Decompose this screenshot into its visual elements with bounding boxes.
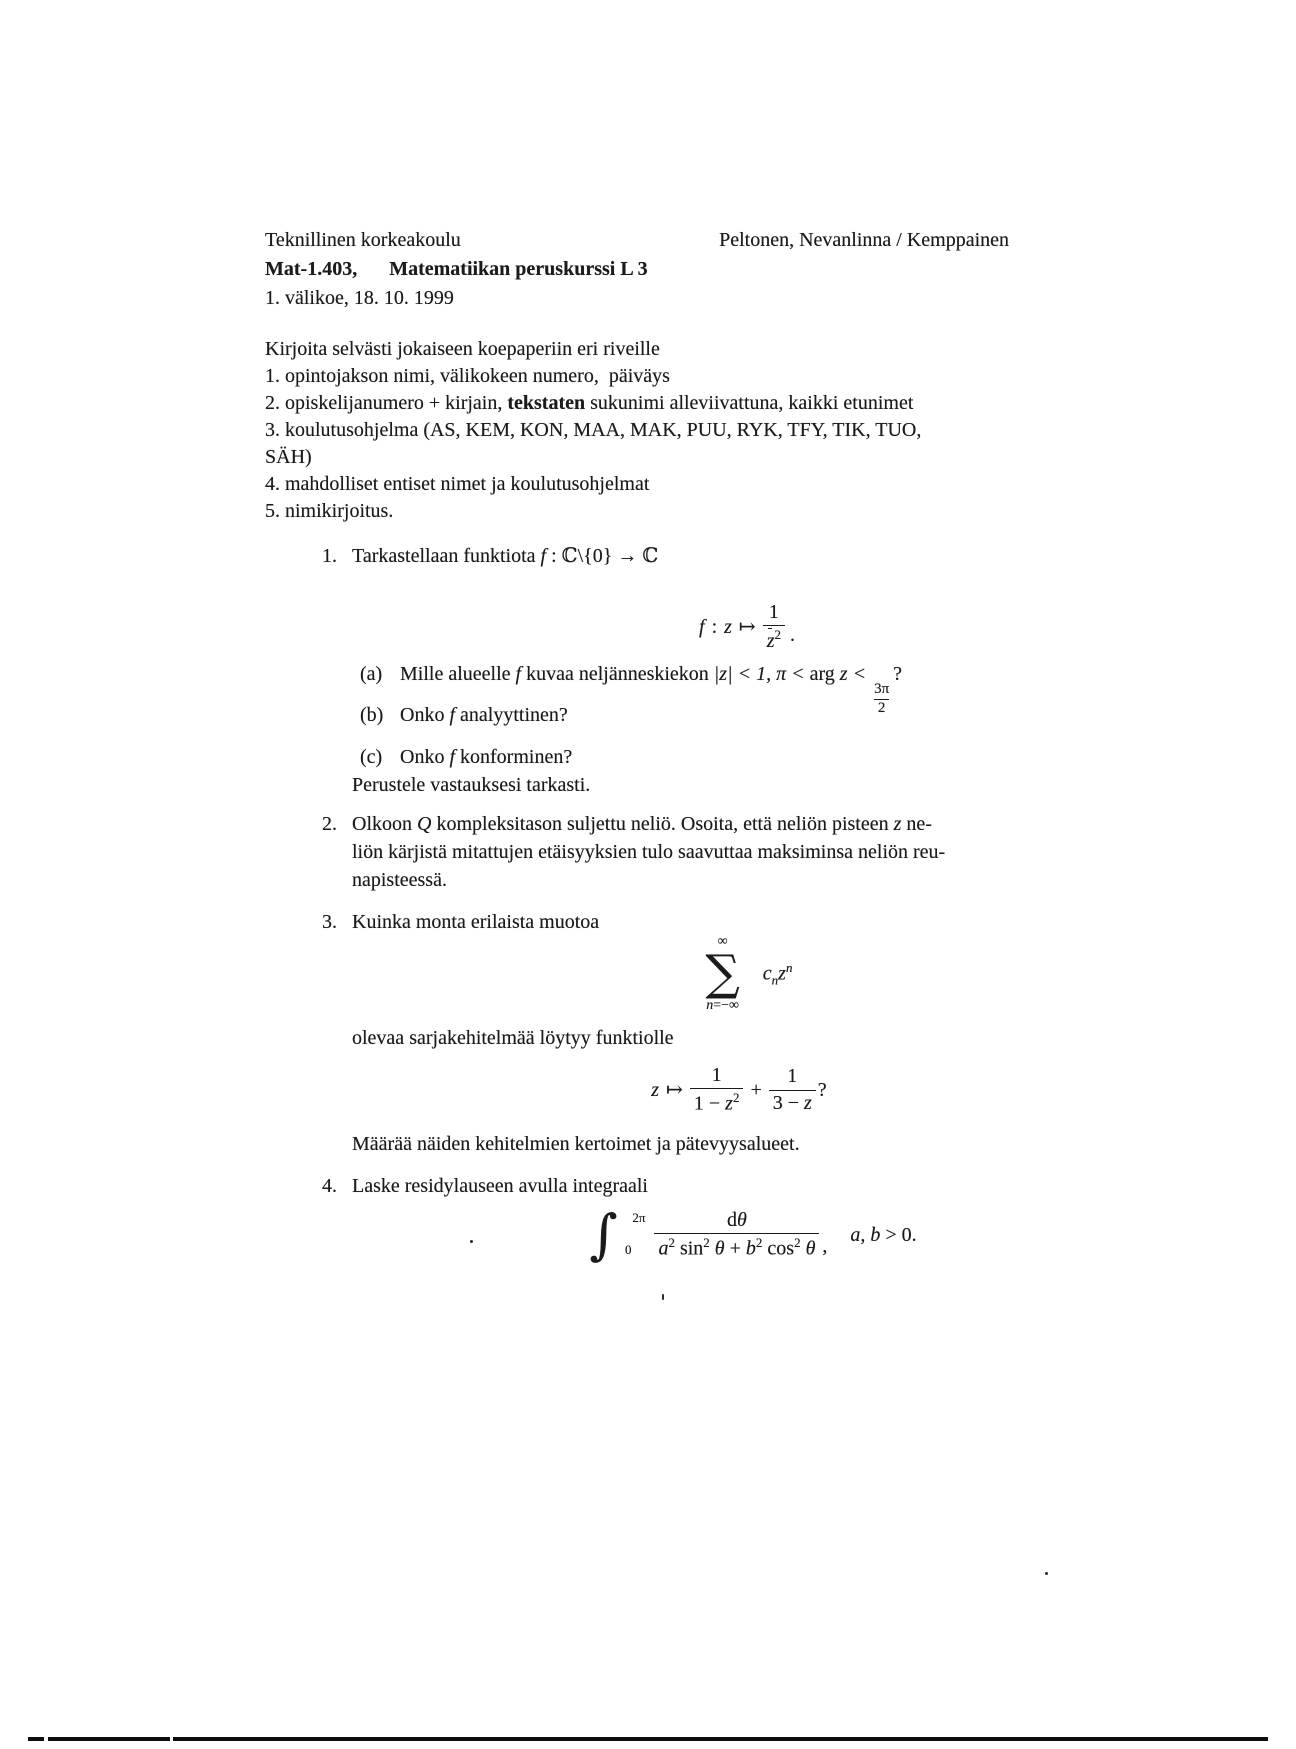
mapsto-symbol: ↦ <box>738 616 756 638</box>
fraction-denominator <box>763 625 785 653</box>
instructions <box>265 336 1025 525</box>
summation-symbol <box>706 933 740 1015</box>
math-z: z <box>724 616 732 638</box>
question-mark: ? <box>817 1079 827 1101</box>
header-row <box>265 226 1009 255</box>
fraction-one-over-3-minus-z <box>769 1065 816 1115</box>
exponent: 2 <box>774 627 781 643</box>
parameter-condition <box>850 1221 916 1249</box>
exponent: 2 <box>703 1235 710 1251</box>
laurent-series-formula <box>265 930 1121 1018</box>
math-z: z <box>893 813 902 835</box>
fraction-denominator: 2 <box>874 699 890 717</box>
fraction-one-over-zbar-squared <box>763 601 785 654</box>
math-f: f <box>515 663 522 685</box>
problem-1b <box>360 701 568 729</box>
item-b-label: (b) <box>360 704 384 726</box>
fraction-numerator: 1 <box>711 1063 722 1086</box>
instruction-item-4: 4. mahdolliset entiset nimet ja koulutusohjelmat <box>265 473 650 495</box>
instruction-item-3a: 3. koulutusohjelma (AS, KEM, KON, MAA, MAK, PUU, RYK, TFY, TIK, TUO, <box>265 419 922 441</box>
fraction-3pi-over-2 <box>870 682 893 717</box>
condition-inequality: > 0. <box>885 1224 917 1246</box>
fraction-denominator <box>690 1088 744 1116</box>
math-z: z <box>804 1091 812 1114</box>
course-title: Matematiikan peruskurssi L 3 <box>389 258 648 280</box>
problem-1-number: 1. <box>322 545 337 567</box>
item-c-text-1: Onko <box>400 746 445 768</box>
integral-symbol <box>589 1203 647 1266</box>
instruction-item-2-bold: tekstaten <box>507 392 586 414</box>
arg-operator: arg <box>809 663 835 685</box>
sum-index-variable: n <box>706 997 714 1013</box>
instruction-item-5: 5. nimikirjoitus. <box>265 500 394 522</box>
instruction-item-2-pre: 2. opiskelijanumero + kirjain, <box>265 392 508 414</box>
problem-2-text-1a: Olkoon <box>352 813 412 835</box>
scan-speck <box>1045 1572 1048 1575</box>
item-c-text-2: konforminen? <box>460 746 573 768</box>
item-b-text-1: Onko <box>400 704 445 726</box>
integrand-fraction <box>654 1209 819 1262</box>
problem-1-domain: : ℂ\{0} → ℂ <box>551 545 659 567</box>
sin-operator: sin <box>679 1237 704 1260</box>
problem-4-intro-text: Laske residylauseen avulla integraali <box>352 1175 648 1197</box>
problem-2-line-1 <box>322 810 932 838</box>
problem-4-number: 4. <box>322 1175 337 1197</box>
instruction-item-3b: SÄH) <box>265 446 312 468</box>
scan-speck <box>662 1294 664 1300</box>
item-a-text-1: Mille alueelle <box>400 663 511 685</box>
problem-3-mid-text: olevaa sarjakehitelmää löytyy funktiolle <box>352 1027 674 1049</box>
instruction-item-2 <box>265 390 1025 417</box>
z-bar: z <box>766 629 775 652</box>
problem-1c <box>360 743 572 771</box>
problem-1-intro <box>322 542 658 570</box>
math-f: f <box>699 616 705 638</box>
instruction-item-1: 1. opintojakson nimi, välikokeen numero, päiväys <box>265 365 670 387</box>
item-a-label: (a) <box>360 663 383 685</box>
exponent: 2 <box>732 1090 740 1106</box>
math-f: f <box>540 545 547 567</box>
item-c-label: (c) <box>360 746 383 768</box>
fraction-numerator <box>723 1209 751 1234</box>
instructions-intro: Kirjoita selvästi jokaiseen koepaperiin eri riveille <box>265 338 660 360</box>
sum-upper-limit: ∞ <box>717 934 728 950</box>
problem-3-intro-text: Kuinka monta erilaista muotoa <box>352 911 600 933</box>
coefficient-subscript: n <box>771 972 779 988</box>
z-exponent: n <box>785 959 793 975</box>
integral-lower-limit: 0 <box>624 1242 632 1257</box>
fraction-denominator <box>654 1233 819 1261</box>
cos-operator: cos <box>767 1237 795 1260</box>
problem-2-text-1c: ne- <box>906 813 932 835</box>
den-constant: 3 − <box>772 1091 799 1114</box>
integral-upper-limit: 2π <box>632 1210 646 1225</box>
fraction-one-over-1-minus-z2 <box>690 1064 744 1117</box>
den-constant: 1 − <box>693 1092 721 1115</box>
residue-integral-formula <box>265 1202 1125 1268</box>
math-a: a <box>658 1237 669 1260</box>
sigma-icon: ∑ <box>705 945 740 1002</box>
fraction-denominator <box>769 1090 816 1116</box>
math-theta: θ <box>805 1237 816 1260</box>
math-f: f <box>449 746 456 768</box>
math-colon: : <box>711 616 718 638</box>
formula-period: . <box>789 624 795 646</box>
question-mark: ? <box>893 663 903 685</box>
instruction-item-2-post: sukunimi alleviivattuna, kaikki etunimet <box>585 392 914 414</box>
differential-d: d <box>727 1208 738 1231</box>
integral-icon: ∫ <box>589 1203 618 1266</box>
fraction-numerator: 1 <box>768 600 779 623</box>
math-theta: θ <box>714 1237 725 1260</box>
fraction-numerator: 1 <box>787 1064 798 1087</box>
header <box>265 226 1009 313</box>
fraction-numerator: 3π <box>874 681 890 697</box>
mapsto-symbol: ↦ <box>666 1079 683 1101</box>
item-a-condition-2: z < <box>839 663 867 685</box>
exam-info: 1. välikoe, 18. 10. 1999 <box>265 287 454 309</box>
item-b-text-2: analyyttinen? <box>460 704 568 726</box>
problem-1-note: Perustele vastauksesi tarkasti. <box>352 774 591 796</box>
exponent: 2 <box>794 1235 801 1251</box>
math-z: z <box>725 1092 733 1115</box>
math-f: f <box>449 704 456 726</box>
institution-name: Teknillinen korkeakoulu <box>265 229 461 251</box>
scan-artifact-line <box>28 1737 1268 1741</box>
condition-variables: a, b <box>850 1224 881 1246</box>
formula-comma: , <box>822 1235 828 1257</box>
math-z: z <box>651 1079 660 1101</box>
exponent: 2 <box>668 1235 675 1251</box>
exponent: 2 <box>755 1235 763 1251</box>
math-theta: θ <box>737 1208 747 1231</box>
problem-4-intro <box>322 1172 648 1200</box>
plus-sign: + <box>729 1237 741 1260</box>
math-b: b <box>745 1237 756 1260</box>
problem-3-number: 3. <box>322 911 337 933</box>
math-Q: Q <box>417 813 432 835</box>
item-a-condition-1: |z| < 1, π < <box>713 663 805 685</box>
sum-lower-limit <box>706 997 739 1015</box>
problem-2-line-2: liön kärjistä mitattujen etäisyyksien tulo saavuttaa maksiminsa neliön reu- <box>352 841 946 863</box>
problem-2-line-3: napisteessä. <box>352 869 447 891</box>
problem-2-text-1b: kompleksitason suljettu neliö. Osoita, että neliön pisteen <box>436 813 889 835</box>
plus-sign: + <box>750 1079 762 1101</box>
item-a-text-2: kuvaa neljänneskiekon <box>526 663 709 685</box>
formula-f-definition <box>265 590 1119 664</box>
coefficient-c: c <box>762 962 772 985</box>
course-code: Mat-1.403, <box>265 258 358 280</box>
math-z: z <box>778 962 786 985</box>
scan-speck <box>470 1240 473 1243</box>
sum-lower-bound: =−∞ <box>713 997 740 1013</box>
course-line <box>265 255 1009 284</box>
examiner-names: Peltonen, Nevanlinna / Kemppainen <box>719 229 1009 251</box>
problem-3-outro: Määrää näiden kehitelmien kertoimet ja pätevyysalueet. <box>352 1133 800 1155</box>
sum-term <box>763 954 793 995</box>
series-function-formula <box>265 1056 1111 1124</box>
problem-1-lead: Tarkastellaan funktiota <box>352 545 536 567</box>
problem-2-number: 2. <box>322 813 337 835</box>
